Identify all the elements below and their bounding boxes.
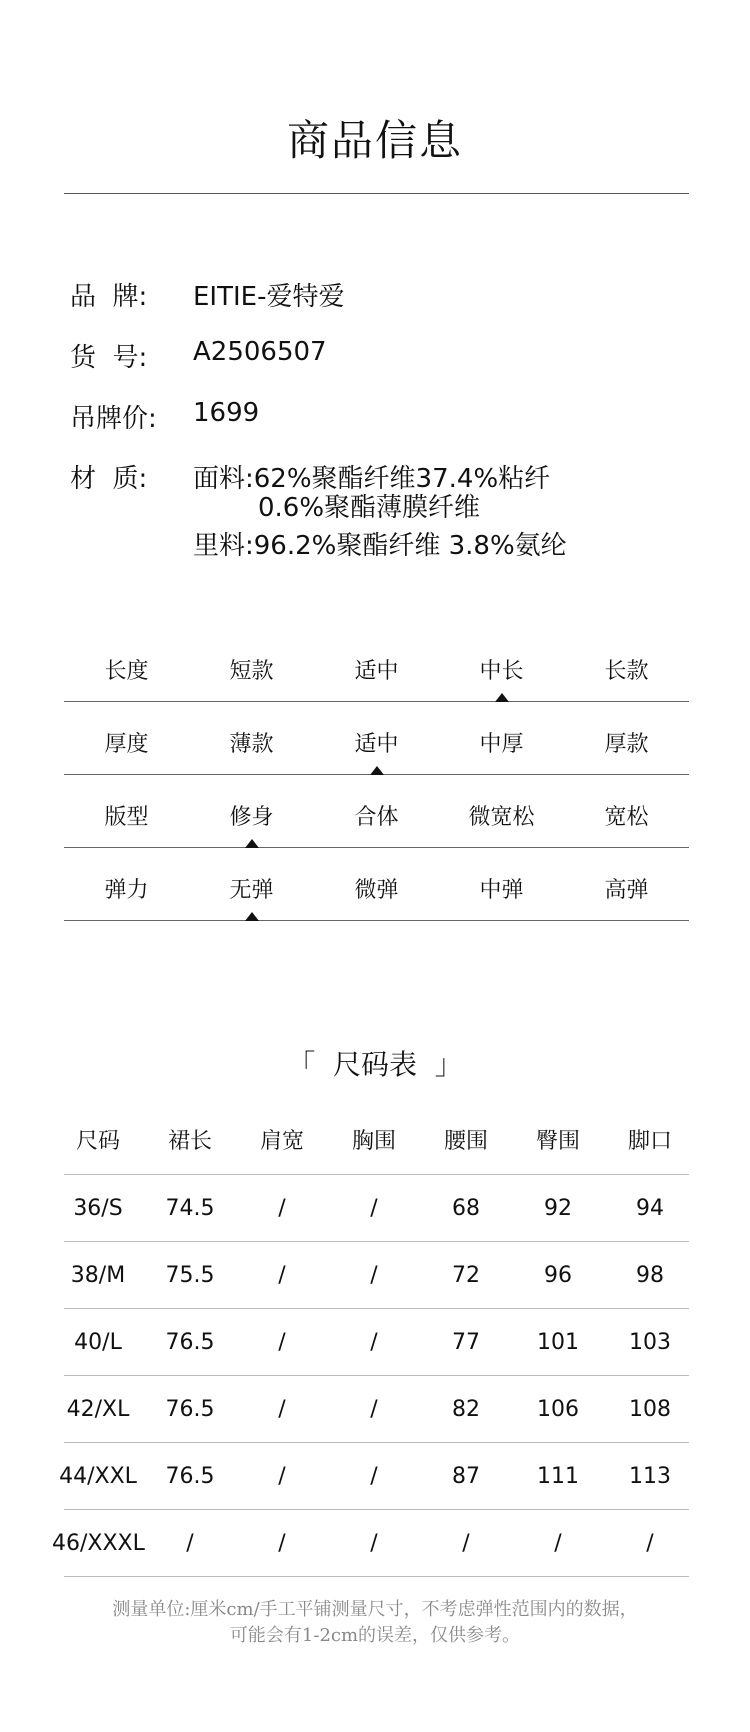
table-cell: 40/L xyxy=(74,1330,122,1355)
attribute-option: 长款 xyxy=(604,659,649,684)
table-cell: / xyxy=(370,1196,378,1221)
table-cell: / xyxy=(278,1397,286,1422)
attribute-label: 版型 xyxy=(104,805,149,830)
attribute-option: 修身 xyxy=(229,805,274,830)
table-cell: / xyxy=(278,1531,286,1556)
table-cell: 76.5 xyxy=(165,1464,215,1489)
attribute-label: 厚度 xyxy=(104,732,149,757)
material-label: 材 质: xyxy=(70,464,148,494)
price-label: 吊牌价: xyxy=(70,404,157,434)
selected-marker-icon xyxy=(245,839,259,848)
table-header-row xyxy=(64,1120,689,1187)
row-divider xyxy=(64,1241,689,1242)
attribute-row-stretch xyxy=(64,876,689,949)
table-cell: 75.5 xyxy=(165,1263,215,1288)
table-cell: / xyxy=(370,1531,378,1556)
table-cell: / xyxy=(186,1531,194,1556)
table-cell: / xyxy=(462,1531,470,1556)
page-title: 商品信息 xyxy=(286,116,463,165)
measurement-note-line-2: 可能会有1-2cm的误差，仅供参考。 xyxy=(229,1625,521,1646)
table-row xyxy=(64,1187,689,1254)
table-cell: 72 xyxy=(452,1263,480,1288)
attribute-row-length xyxy=(64,657,689,730)
attribute-option: 短款 xyxy=(229,659,274,684)
attribute-option: 中长 xyxy=(479,659,524,684)
table-cell: 108 xyxy=(629,1397,671,1422)
table-row xyxy=(59,1455,689,1522)
table-cell: 68 xyxy=(452,1196,480,1221)
table-cell: 87 xyxy=(452,1464,480,1489)
attribute-option: 无弹 xyxy=(229,878,274,903)
column-header: 尺码 xyxy=(75,1129,120,1154)
table-cell: 46/XXXL xyxy=(52,1531,145,1556)
table-cell: / xyxy=(370,1263,378,1288)
table-cell: 92 xyxy=(544,1196,572,1221)
attribute-label: 弹力 xyxy=(104,878,149,903)
attribute-row-fit xyxy=(64,803,689,876)
attribute-rule xyxy=(64,847,689,848)
column-header: 胸围 xyxy=(351,1129,396,1154)
table-cell: 44/XXL xyxy=(59,1464,137,1489)
attribute-option: 适中 xyxy=(354,659,399,684)
table-cell: 36/S xyxy=(73,1196,123,1221)
title-divider xyxy=(64,193,689,194)
table-cell: 103 xyxy=(629,1330,671,1355)
row-divider xyxy=(64,1442,689,1443)
attribute-option: 合体 xyxy=(354,805,399,830)
attribute-option: 高弹 xyxy=(604,878,649,903)
attribute-option: 薄款 xyxy=(229,732,274,757)
column-header: 腰围 xyxy=(443,1129,488,1154)
attribute-rule xyxy=(64,701,689,702)
material-line-3: 里料:96.2%聚酯纤维 3.8%氨纶 xyxy=(193,531,567,561)
selected-marker-icon xyxy=(245,912,259,921)
row-divider xyxy=(64,1375,689,1376)
table-row xyxy=(64,1321,689,1388)
size-chart-title: 「 尺码表 」 xyxy=(287,1048,463,1081)
table-cell: / xyxy=(278,1263,286,1288)
table-row xyxy=(52,1522,689,1589)
table-cell: 96 xyxy=(544,1263,572,1288)
attribute-option: 中弹 xyxy=(479,878,524,903)
table-cell: 98 xyxy=(636,1263,664,1288)
attribute-option: 中厚 xyxy=(479,732,524,757)
table-cell: 76.5 xyxy=(165,1330,215,1355)
table-cell: 74.5 xyxy=(165,1196,215,1221)
attribute-option: 适中 xyxy=(354,732,399,757)
attribute-rule xyxy=(64,920,689,921)
brand-value: EITIE-爱特爱 xyxy=(193,282,345,312)
attribute-row-thickness xyxy=(64,730,689,803)
selected-marker-icon xyxy=(370,766,384,775)
table-row xyxy=(64,1254,689,1321)
table-cell: / xyxy=(278,1464,286,1489)
row-divider xyxy=(64,1174,689,1175)
table-cell: 113 xyxy=(629,1464,671,1489)
material-line-1: 面料:62%聚酯纤维37.4%粘纤 xyxy=(193,464,551,494)
table-cell: 106 xyxy=(537,1397,579,1422)
table-cell: / xyxy=(370,1464,378,1489)
column-header: 臀围 xyxy=(535,1129,580,1154)
attribute-option: 厚款 xyxy=(604,732,649,757)
material-line-2: 0.6%聚酯薄膜纤维 xyxy=(258,493,481,523)
row-divider xyxy=(64,1576,689,1577)
row-divider xyxy=(64,1308,689,1309)
price-value: 1699 xyxy=(193,398,260,428)
table-cell: 76.5 xyxy=(165,1397,215,1422)
table-cell: 94 xyxy=(636,1196,664,1221)
table-row xyxy=(64,1388,689,1455)
column-header: 肩宽 xyxy=(259,1129,304,1154)
attribute-option: 微弹 xyxy=(354,878,399,903)
table-cell: / xyxy=(370,1397,378,1422)
sku-label: 货 号: xyxy=(70,343,148,373)
sku-value: A2506507 xyxy=(193,337,327,367)
table-cell: / xyxy=(646,1531,654,1556)
attribute-label: 长度 xyxy=(104,659,149,684)
selected-marker-icon xyxy=(495,693,509,702)
table-cell: 82 xyxy=(452,1397,480,1422)
table-cell: / xyxy=(278,1330,286,1355)
table-cell: 38/M xyxy=(70,1263,126,1288)
measurement-note-line-1: 测量单位:厘米cm/手工平铺测量尺寸，不考虑弹性范围内的数据， xyxy=(112,1599,638,1620)
table-cell: 77 xyxy=(452,1330,480,1355)
table-cell: 101 xyxy=(537,1330,579,1355)
size-table xyxy=(52,1120,689,1589)
table-cell: / xyxy=(554,1531,562,1556)
column-header: 脚口 xyxy=(627,1129,672,1154)
table-cell: / xyxy=(370,1330,378,1355)
table-cell: 111 xyxy=(537,1464,579,1489)
attribute-option: 微宽松 xyxy=(468,805,535,830)
row-divider xyxy=(64,1509,689,1510)
table-cell: 42/XL xyxy=(66,1397,130,1422)
table-cell: / xyxy=(278,1196,286,1221)
attribute-option: 宽松 xyxy=(604,805,649,830)
brand-label: 品 牌: xyxy=(70,282,148,312)
column-header: 裙长 xyxy=(167,1129,212,1154)
